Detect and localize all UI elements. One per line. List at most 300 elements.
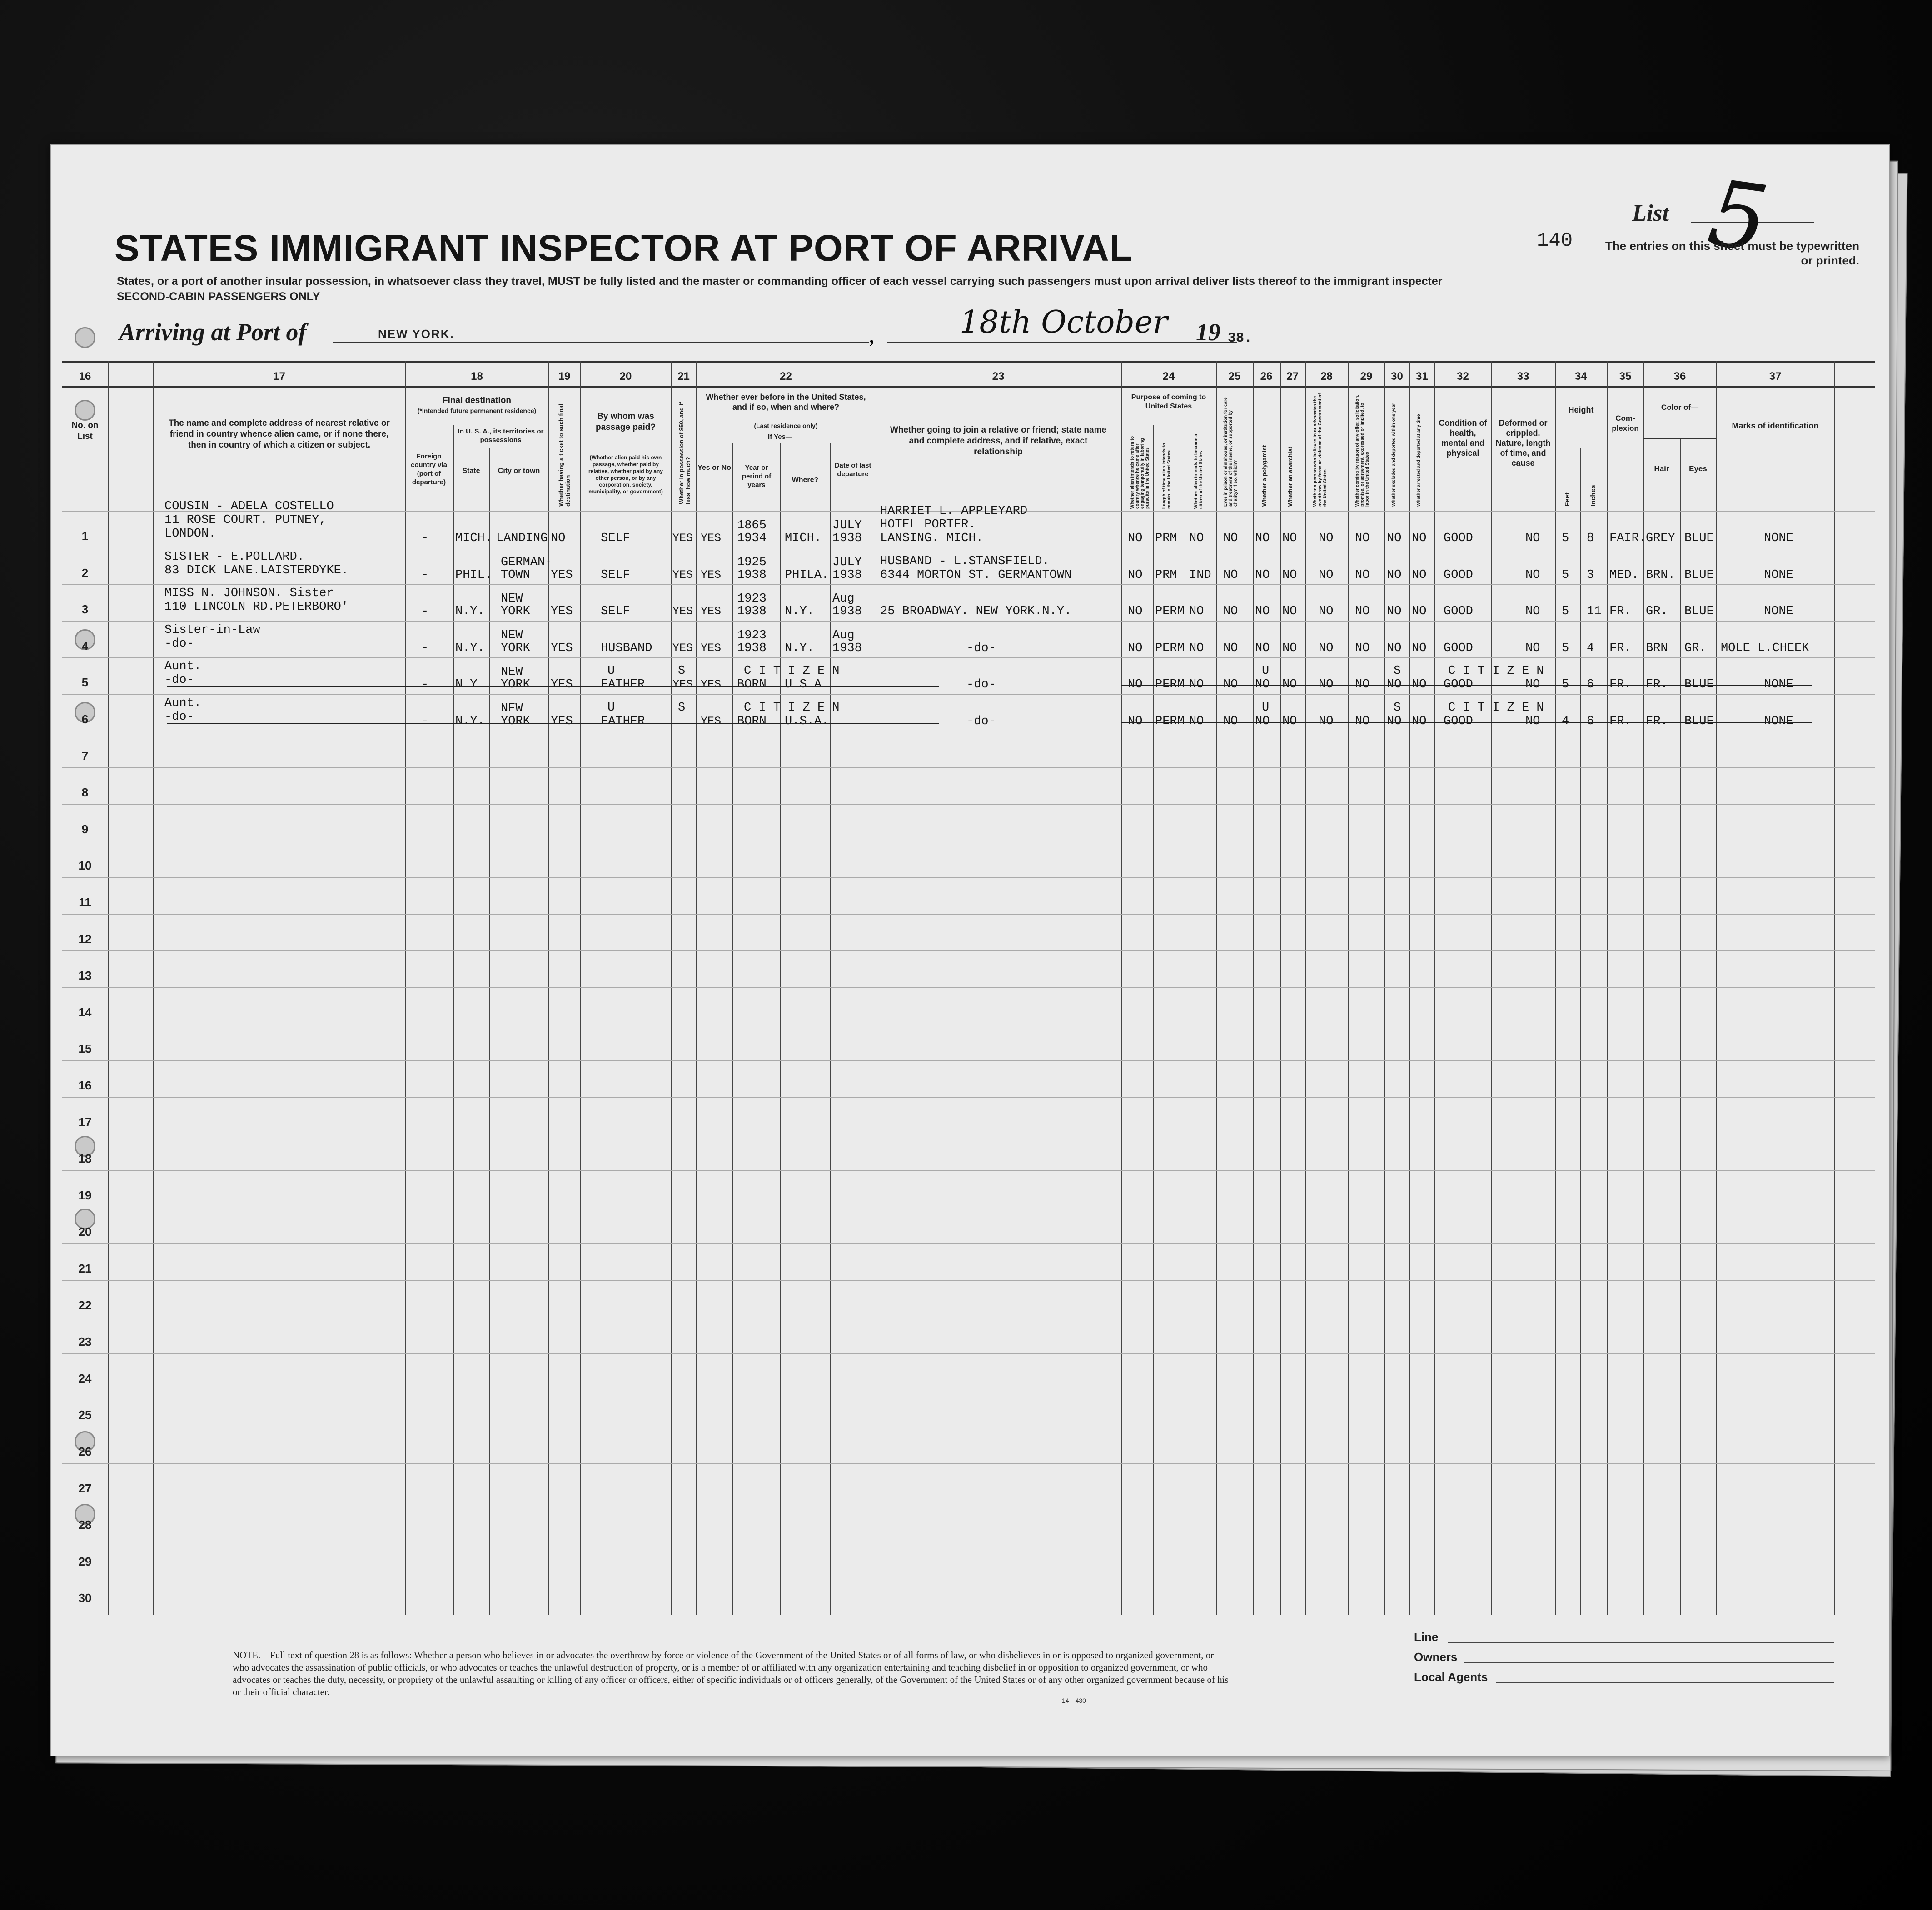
ever-before-us: YES: [701, 605, 722, 618]
question-28-answer: NO: [1319, 605, 1334, 619]
passage-paid-by: FATHER: [601, 678, 645, 692]
relative-address: 110 LINCOLN RD.PETERBORO': [164, 600, 349, 614]
arrested-answer: NO: [1412, 641, 1427, 655]
foreign-port: -: [421, 568, 429, 582]
height-feet: 5: [1562, 532, 1569, 545]
relative-address: 83 DICK LANE.LAISTERDYKE.: [164, 563, 349, 577]
eye-color: BLUE: [1684, 568, 1714, 582]
has-ticket: NO: [551, 532, 566, 545]
row-number: 6: [81, 712, 89, 726]
purpose-length: PRM: [1155, 568, 1177, 582]
header-foreign-country: Foreign country via (port of departure): [410, 453, 448, 486]
header-year: Year or period of years: [742, 464, 772, 489]
col-number: 31: [1416, 370, 1428, 383]
header-question-28: Whether a person who believes in or advocates the overthrow by force or violence of the Government of the United States: [1313, 393, 1328, 507]
citizen-overlay: C I T I Z E N: [744, 664, 840, 678]
row-number: 13: [78, 969, 92, 983]
header-hair: Hair: [1654, 464, 1669, 473]
purpose-citizen: NO: [1189, 715, 1204, 728]
has-fifty-dollars: YES: [672, 605, 693, 618]
subtitle-class: SECOND-CABIN PASSENGERS ONLY: [117, 290, 320, 303]
height-inches: 3: [1587, 568, 1594, 582]
col-number: 28: [1320, 370, 1333, 383]
last-residence: U.S.A.: [785, 715, 829, 728]
header-purpose-length: Length of time alien intends to remain in the United States: [1162, 443, 1172, 509]
col-divider: [1253, 361, 1254, 1615]
destination-city: GERMAN-: [501, 555, 553, 569]
citizen-overlay: C I T I Z E N: [1448, 664, 1544, 678]
col-divider: [1121, 361, 1122, 1615]
subheader-rule: [1643, 438, 1716, 439]
passage-paid-by: FATHER: [601, 715, 645, 728]
col-divider: [1643, 361, 1644, 1615]
hair-color: BRN.: [1646, 568, 1675, 582]
header-height: Height: [1568, 405, 1594, 414]
col-divider: [489, 448, 490, 1615]
col-divider: [153, 361, 154, 1615]
col-number: 36: [1673, 370, 1686, 383]
row-rule: [62, 1463, 1875, 1464]
year-in-us: 1925: [737, 555, 767, 569]
ever-before-us: YES: [701, 568, 722, 582]
header-joining-relative: Whether going to join a relative or friend; state name and complete address, and if relative, exact relationship: [890, 425, 1107, 457]
header-excluded: Whether excluded and deported within one year: [1391, 403, 1396, 507]
col-number: 23: [992, 370, 1005, 383]
page-subtitle: [117, 274, 1616, 304]
arrested-answer: NO: [1412, 532, 1427, 545]
health-condition: GOOD: [1444, 532, 1473, 545]
question-28-answer: NO: [1319, 641, 1334, 655]
health-condition: GOOD: [1444, 568, 1473, 582]
destination-city: YORK: [501, 605, 530, 619]
relative-address: COUSIN - ADELA COSTELLO: [164, 500, 334, 513]
joining-relative: -do-: [966, 641, 996, 655]
height-inches: 11: [1587, 605, 1602, 619]
identification-marks: NONE: [1764, 605, 1793, 619]
col-number: 16: [79, 370, 91, 383]
row-number: 28: [78, 1518, 92, 1532]
destination-city: LANDING: [496, 532, 548, 545]
header-deformed: Deformed or crippled. Nature, length of time, and cause: [1495, 418, 1551, 468]
header-final-destination: Final destination: [443, 396, 511, 405]
col-number: 34: [1575, 370, 1587, 383]
last-residence: N.Y.: [785, 641, 814, 655]
row-rule: [62, 914, 1875, 915]
last-departure: 1938: [832, 641, 862, 655]
row-number: 18: [78, 1152, 92, 1166]
complexion: MED.: [1609, 568, 1639, 582]
strike-through-line: [167, 686, 939, 687]
labor-offer-answer: NO: [1355, 532, 1370, 545]
destination-state: N.Y.: [455, 678, 485, 692]
question-28-answer: NO: [1319, 715, 1334, 728]
height-feet: 5: [1562, 605, 1569, 619]
header-purpose-return: Whether alien intends to return to country whence he came after engaging temporarily in laboring pursuits in the United States: [1130, 436, 1150, 509]
joining-relative: -do-: [966, 678, 996, 692]
col-number: 21: [677, 370, 690, 383]
has-ticket: YES: [551, 715, 573, 728]
last-departure: JULY: [832, 519, 862, 532]
destination-state: MICH.: [455, 532, 493, 545]
complexion: FR.: [1609, 605, 1632, 619]
labor-offer-answer: NO: [1355, 568, 1370, 582]
anarchist-answer: NO: [1282, 678, 1297, 692]
last-departure: Aug: [832, 628, 855, 642]
header-date-departure: Date of last departure: [834, 462, 871, 478]
header-purpose-citizen: Whether alien intends to become a citizen of the United States: [1194, 433, 1204, 509]
joining-relative: 6344 MORTON ST. GERMANTOWN: [880, 568, 1072, 582]
prison-answer: NO: [1223, 532, 1238, 545]
joining-relative: -do-: [966, 715, 996, 728]
passage-paid-by: SELF: [601, 532, 630, 545]
row-number: 9: [81, 822, 89, 836]
col-number: 17: [273, 370, 285, 383]
destination-city: TOWN: [501, 568, 530, 582]
owners-underline: [1464, 1662, 1834, 1663]
row-number: 27: [78, 1481, 92, 1495]
labor-offer-answer: NO: [1355, 715, 1370, 728]
year-in-us: BORN: [737, 715, 767, 728]
header-arrested: Whether arrested and deported at any time: [1416, 414, 1421, 507]
row-number: 19: [78, 1188, 92, 1202]
labor-offer-answer: NO: [1355, 641, 1370, 655]
last-departure: 1938: [832, 605, 862, 619]
year-in-us: 1938: [737, 605, 767, 619]
row-number: 8: [81, 786, 89, 800]
excluded-answer: NO: [1387, 641, 1402, 655]
foreign-port: -: [421, 605, 429, 619]
col-number: 26: [1260, 370, 1273, 383]
height-feet: 5: [1562, 678, 1569, 692]
eye-color: BLUE: [1684, 532, 1714, 545]
has-fifty-dollars: YES: [672, 568, 693, 582]
relative-address: 11 ROSE COURT. PUTNEY,: [164, 513, 327, 527]
question-28-answer: NO: [1319, 568, 1334, 582]
question-28-answer: NO: [1319, 678, 1334, 692]
joining-relative: HUSBAND - L.STANSFIELD.: [880, 554, 1050, 568]
destination-state: N.Y.: [455, 641, 485, 655]
purpose-return: NO: [1128, 715, 1143, 728]
deformed-answer: NO: [1525, 532, 1540, 545]
destination-city: NEW: [501, 592, 523, 606]
health-condition: GOOD: [1444, 605, 1473, 619]
last-residence: N.Y.: [785, 605, 814, 619]
col-divider: [1384, 361, 1385, 1615]
header-fifty-dollars: Whether in possession of $50, and if less, how much?: [678, 402, 692, 504]
prison-answer: NO: [1223, 678, 1238, 692]
row-rule: [62, 767, 1875, 768]
row-rule: [62, 1060, 1875, 1061]
hair-color: GR.: [1646, 605, 1668, 619]
purpose-length: PERM: [1155, 678, 1185, 692]
citizen-overlay: U: [1262, 701, 1270, 715]
relative-address: -do-: [164, 637, 194, 651]
has-fifty-dollars: YES: [672, 641, 693, 655]
purpose-citizen: NO: [1189, 678, 1204, 692]
polygamist-answer: NO: [1255, 715, 1270, 728]
col-divider: [405, 361, 406, 1615]
last-departure: 1938: [832, 568, 862, 582]
polygamist-answer: NO: [1255, 641, 1270, 655]
height-inches: 6: [1587, 678, 1594, 692]
row-rule: [62, 1097, 1875, 1098]
deformed-answer: NO: [1525, 568, 1540, 582]
col-divider: [671, 361, 672, 1615]
col-number: 35: [1619, 370, 1632, 383]
deformed-answer: NO: [1525, 715, 1540, 728]
purpose-length: PRM: [1155, 532, 1177, 545]
header-marks: Marks of identification: [1732, 421, 1819, 430]
col-divider: [1580, 448, 1581, 1615]
destination-city: YORK: [501, 678, 530, 692]
col-divider: [1434, 361, 1435, 1615]
row-rule: [62, 584, 1875, 585]
joining-relative: HOTEL PORTER.: [880, 518, 976, 532]
row-number: 29: [78, 1554, 92, 1568]
complexion: FR.: [1609, 715, 1632, 728]
col-divider: [1607, 361, 1608, 1615]
excluded-answer: NO: [1387, 715, 1402, 728]
col-divider: [780, 443, 781, 1615]
year-prefix: 19: [1196, 318, 1220, 346]
manifest-table: [62, 361, 1875, 1615]
row-number: 1: [81, 529, 89, 543]
row-rule: [62, 950, 1875, 951]
row-rule: [62, 1170, 1875, 1171]
sheet-number: 140: [1537, 229, 1573, 252]
line-label: Line: [1414, 1630, 1439, 1644]
health-condition: GOOD: [1444, 678, 1473, 692]
col-divider: [1680, 438, 1681, 1615]
strike-through-line: [1121, 685, 1812, 686]
col-divider: [1348, 361, 1349, 1615]
question-28-answer: NO: [1319, 532, 1334, 545]
anarchist-answer: NO: [1282, 715, 1297, 728]
last-residence: U.S.A.: [785, 678, 829, 692]
year-in-us: 1938: [737, 641, 767, 655]
purpose-citizen: NO: [1189, 641, 1204, 655]
foreign-port: -: [421, 532, 429, 545]
footnote-question-28: NOTE.—Full text of question 28 is as follows: Whether a person who believes in or advocates the overthrow by force or violence of the Government of the United States or of all forms of law, or who disbelieves in or is opposed to organized government, or who advocates the assassination of public officials, or who advocates or teaches the unlawful destruction of property, or is a member of or affiliated with any organization entertaining and teaching disbelief in or opposition to organized government, or who advocates or teaches the duty, necessity, or propriety of the unlawful assaulting or killing of any officer or officers, either of specific individuals or of officers generally, of the Government of the United States or of any other organized government because of his or their official character.: [233, 1650, 1229, 1697]
col-divider: [732, 443, 733, 1615]
purpose-length: PERM: [1155, 641, 1185, 655]
destination-city: NEW: [501, 665, 523, 679]
complexion: FR.: [1609, 678, 1632, 692]
destination-state: N.Y.: [455, 605, 485, 619]
last-departure: Aug: [832, 592, 855, 606]
typewritten-note: The entries on this sheet must be typewritten or printed.: [1605, 239, 1859, 267]
col-number: 30: [1391, 370, 1403, 383]
col-number: 27: [1286, 370, 1299, 383]
header-passage-paid: By whom was passage paid?: [596, 412, 656, 432]
relative-address: Aunt.: [164, 696, 202, 710]
row-number: 15: [78, 1042, 92, 1056]
subtitle-instructions: States, or a port of another insular possession, in whatsoever class they travel, MUST be fully listed and the master or commanding officer of each vessel carrying such passengers must upon arrival deliver lists thereof to the immigrant inspecter: [117, 275, 1443, 288]
height-inches: 4: [1587, 641, 1594, 655]
purpose-citizen: NO: [1189, 532, 1204, 545]
row-number: 26: [78, 1445, 92, 1458]
passage-paid-by: SELF: [601, 568, 630, 582]
header-ever-before: Whether ever before in the United States, and if so, when and where?: [706, 393, 866, 412]
header-labor-offer: Whether coming by reason of any offer, solicitation, promise, or agreement, expressed or implied, to labor in the United States: [1355, 394, 1370, 507]
row-number: 14: [78, 1005, 92, 1019]
destination-city: NEW: [501, 628, 523, 642]
citizen-overlay: C I T I Z E N: [744, 701, 840, 715]
has-fifty-dollars: YES: [672, 678, 693, 691]
arrival-port: NEW YORK.: [378, 327, 454, 341]
height-inches: 8: [1587, 532, 1594, 545]
hair-color: FR.: [1646, 715, 1668, 728]
header-city: City or town: [498, 467, 540, 475]
row-rule: [62, 804, 1875, 805]
foreign-port: -: [421, 641, 429, 655]
complexion: FAIR.: [1609, 532, 1647, 545]
height-inches: 6: [1587, 715, 1594, 728]
separator: ,: [869, 322, 875, 348]
citizen-overlay: S: [1394, 664, 1401, 678]
list-number-handwritten: 5: [1702, 160, 1774, 273]
arriving-label: Arriving at Port of: [119, 318, 307, 346]
arrested-answer: NO: [1412, 715, 1427, 728]
col-number: 25: [1228, 370, 1241, 383]
port-underline: [333, 342, 869, 343]
foreign-port: -: [421, 678, 429, 692]
relative-address: -do-: [164, 673, 194, 687]
relative-address: -do-: [164, 710, 194, 724]
relative-address: Sister-in-Law: [164, 623, 260, 637]
header-in-usa: In U. S. A., its territories or possessions: [458, 428, 544, 444]
row-number: 2: [81, 566, 89, 580]
anarchist-answer: NO: [1282, 532, 1297, 545]
purpose-return: NO: [1128, 532, 1143, 545]
row-rule: [62, 657, 1875, 658]
row-rule: [62, 987, 1875, 988]
year-in-us: 1923: [737, 628, 767, 642]
strike-through-line: [1121, 722, 1812, 723]
identification-marks: NONE: [1764, 715, 1793, 728]
col-divider: [1555, 361, 1556, 1615]
header-feet: Feet: [1564, 492, 1571, 507]
col-divider: [830, 443, 831, 1615]
hair-color: BRN: [1646, 641, 1668, 655]
row-number: 3: [81, 602, 89, 617]
complexion: FR.: [1609, 641, 1632, 655]
row-rule: [62, 621, 1875, 622]
citizen-overlay: S: [678, 701, 686, 715]
col-number: 32: [1457, 370, 1469, 383]
prison-answer: NO: [1223, 605, 1238, 619]
polygamist-answer: NO: [1255, 568, 1270, 582]
manifest-sheet: [50, 144, 1890, 1756]
header-eyes: Eyes: [1689, 464, 1707, 473]
joining-relative: 25 BROADWAY. NEW YORK.N.Y.: [880, 605, 1072, 619]
local-agents-label: Local Agents: [1414, 1670, 1488, 1684]
citizen-overlay: C I T I Z E N: [1448, 701, 1544, 715]
header-complexion: Com-plexion: [1612, 414, 1639, 433]
col-divider: [1834, 361, 1835, 1615]
eye-color: BLUE: [1684, 678, 1714, 692]
col-number: 19: [558, 370, 571, 383]
row-rule: [62, 1280, 1875, 1281]
year-in-us: BORN: [737, 678, 767, 692]
header-health: Condition of health, mental and physical: [1439, 418, 1487, 458]
identification-marks: NONE: [1764, 532, 1793, 545]
row-rule: [62, 694, 1875, 695]
purpose-return: NO: [1128, 641, 1143, 655]
polygamist-answer: NO: [1255, 678, 1270, 692]
row-number: 4: [81, 639, 89, 653]
last-residence: PHILA.: [785, 568, 829, 582]
row-number: 22: [78, 1298, 92, 1312]
citizen-overlay: S: [678, 664, 686, 678]
joining-relative: HARRIET L. APPLEYARD: [880, 504, 1028, 518]
joining-relative: LANSING. MICH.: [880, 532, 983, 545]
anarchist-answer: NO: [1282, 568, 1297, 582]
citizen-overlay: S: [1394, 701, 1401, 715]
ever-before-us: YES: [701, 678, 722, 691]
header-purpose: Purpose of coming to United States: [1131, 393, 1206, 410]
col-number: 22: [780, 370, 792, 383]
header-no-on-list: No. on List: [71, 421, 99, 441]
destination-state: N.Y.: [455, 715, 485, 728]
year-suffix: 38.: [1228, 331, 1253, 346]
citizen-overlay: U: [607, 664, 615, 678]
row-rule: [62, 877, 1875, 878]
has-ticket: YES: [551, 605, 573, 619]
last-residence: MICH.: [785, 532, 822, 545]
agents-underline: [1496, 1682, 1834, 1683]
passage-paid-by: SELF: [601, 605, 630, 619]
height-feet: 5: [1562, 641, 1569, 655]
relative-address: Aunt.: [164, 660, 202, 674]
arrested-answer: NO: [1412, 678, 1427, 692]
row-number: 5: [81, 676, 89, 690]
destination-city: YORK: [501, 641, 530, 655]
col-divider: [1491, 361, 1492, 1615]
eye-color: BLUE: [1684, 605, 1714, 619]
header-where: Where?: [792, 476, 819, 484]
owners-label: Owners: [1414, 1650, 1458, 1664]
header-passage-note: (Whether alien paid his own passage, whether paid by relative, whether paid by any other person, or by any corporation, society, municipality, or government): [588, 454, 663, 495]
header-yes-no: Yes or No: [697, 464, 731, 472]
identification-marks: NONE: [1764, 678, 1793, 692]
relative-address: MISS N. JOHNSON. Sister: [164, 587, 334, 601]
col-divider: [1216, 361, 1217, 1615]
citizen-overlay: U: [1262, 664, 1270, 678]
excluded-answer: NO: [1387, 678, 1402, 692]
column-number-rule: [62, 386, 1875, 388]
form-code: 14—430: [1062, 1697, 1086, 1704]
prison-answer: NO: [1223, 641, 1238, 655]
header-polygamist: Whether a polygamist: [1261, 445, 1268, 507]
health-condition: GOOD: [1444, 641, 1473, 655]
destination-city: YORK: [501, 715, 530, 728]
foreign-port: -: [421, 715, 429, 728]
col-divider: [696, 361, 697, 1615]
col-divider: [1280, 361, 1281, 1615]
row-number: 24: [78, 1371, 92, 1385]
arrival-date-handwritten: 18th October: [960, 304, 1168, 340]
line-underline: [1448, 1642, 1834, 1643]
ever-before-us: YES: [701, 715, 722, 728]
row-rule: [62, 1243, 1875, 1244]
excluded-answer: NO: [1387, 532, 1402, 545]
year-in-us: 1923: [737, 592, 767, 606]
labor-offer-answer: NO: [1355, 605, 1370, 619]
anarchist-answer: NO: [1282, 605, 1297, 619]
relative-address: LONDON.: [164, 527, 216, 541]
year-in-us: 1938: [737, 568, 767, 582]
